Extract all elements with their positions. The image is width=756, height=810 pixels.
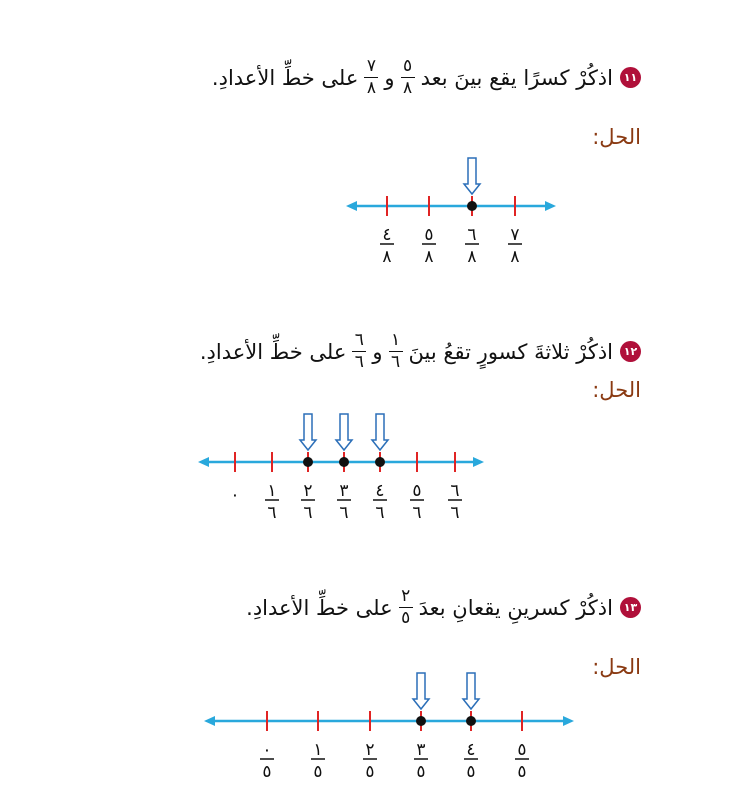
tick-denominator: ٥	[313, 762, 323, 782]
down-arrow-icon	[413, 673, 429, 709]
numerator: ٥	[403, 56, 413, 76]
tick-denominator: ٥	[365, 762, 375, 782]
tick-numerator: ٦	[467, 225, 477, 245]
question-text: اذكُرْ ثلاثةَ كسورٍ تقعُ بينَ	[408, 339, 613, 364]
answer-point	[416, 716, 426, 726]
tick-numerator: ٢	[303, 481, 313, 501]
denominator: ٨	[403, 78, 413, 98]
question-text: على خطِّ الأعدادِ.	[246, 595, 393, 620]
axis-arrowhead-left	[198, 457, 209, 467]
tick-numerator: ٤	[375, 481, 385, 501]
tick-numerator: ١	[313, 740, 323, 760]
tick-numerator: ٠	[262, 740, 272, 760]
question-text: اذكُرْ كسرينِ يقعانِ بعدَ	[418, 595, 613, 620]
tick-denominator: ٨	[424, 247, 434, 267]
numerator: ٧	[366, 56, 376, 76]
axis-arrowhead-right	[473, 457, 484, 467]
down-arrow-icon	[372, 414, 388, 450]
answer-point	[303, 457, 313, 467]
numerator: ٢	[401, 586, 411, 606]
answer-point	[467, 201, 477, 211]
tick-denominator: ٥	[262, 762, 272, 782]
answer-point	[375, 457, 385, 467]
tick-numerator: ٧	[510, 225, 520, 245]
down-arrow-icon	[463, 673, 479, 709]
tick-denominator: ٦	[412, 503, 422, 523]
tick-numerator: ٥	[424, 225, 434, 245]
tick-numerator: ٣	[416, 740, 426, 760]
tick-numerator: ١	[267, 481, 277, 501]
down-arrow-icon	[336, 414, 352, 450]
down-arrow-icon	[464, 158, 480, 194]
denominator: ٦	[354, 352, 364, 372]
denominator: ٨	[366, 78, 376, 98]
tick-denominator: ٨	[467, 247, 477, 267]
tick-numerator: ٢	[365, 740, 375, 760]
solution-label: الحل:	[592, 378, 641, 402]
tick-denominator: ٥	[517, 762, 527, 782]
tick-numerator: ٦	[450, 481, 460, 501]
question-text: على خطِّ الأعدادِ.	[211, 65, 359, 90]
tick-numerator: ٣	[339, 481, 349, 501]
conjunction: و	[384, 65, 395, 90]
tick-numerator: ٤	[382, 225, 392, 245]
tick-denominator: ٦	[450, 503, 460, 523]
answer-point	[339, 457, 349, 467]
conjunction: و	[372, 339, 383, 364]
numerator: ١	[390, 330, 401, 350]
axis-arrowhead-right	[563, 716, 574, 726]
axis-arrowhead-right	[545, 201, 556, 211]
answer-point	[466, 716, 476, 726]
solution-label: الحل:	[592, 655, 641, 679]
question-text: اذكُرْ كسرًا يقع بينَ بعد	[420, 65, 613, 90]
axis-arrowhead-left	[346, 201, 357, 211]
question-number-badge: ١٢	[620, 341, 641, 362]
down-arrow-icon	[300, 414, 316, 450]
tick-numerator: ٥	[412, 481, 422, 501]
denominator: ٥	[401, 608, 411, 628]
tick-denominator: ٨	[510, 247, 520, 267]
tick-label: ٠	[230, 485, 240, 505]
tick-denominator: ٥	[466, 762, 476, 782]
solution-label: الحل:	[592, 125, 641, 149]
tick-numerator: ٥	[517, 740, 527, 760]
question-number-badge: ١١	[620, 67, 641, 88]
tick-denominator: ٦	[339, 503, 349, 523]
axis-arrowhead-left	[204, 716, 215, 726]
tick-denominator: ٦	[267, 503, 277, 523]
tick-denominator: ٦	[375, 503, 385, 523]
numerator: ٦	[354, 330, 364, 350]
question-number-badge: ١٣	[620, 597, 641, 618]
tick-denominator: ٦	[303, 503, 313, 523]
tick-denominator: ٨	[382, 247, 392, 267]
question-text: على خطِّ الأعدادِ.	[199, 339, 347, 364]
tick-numerator: ٤	[466, 740, 476, 760]
tick-denominator: ٥	[416, 762, 426, 782]
denominator: ٦	[390, 352, 401, 372]
